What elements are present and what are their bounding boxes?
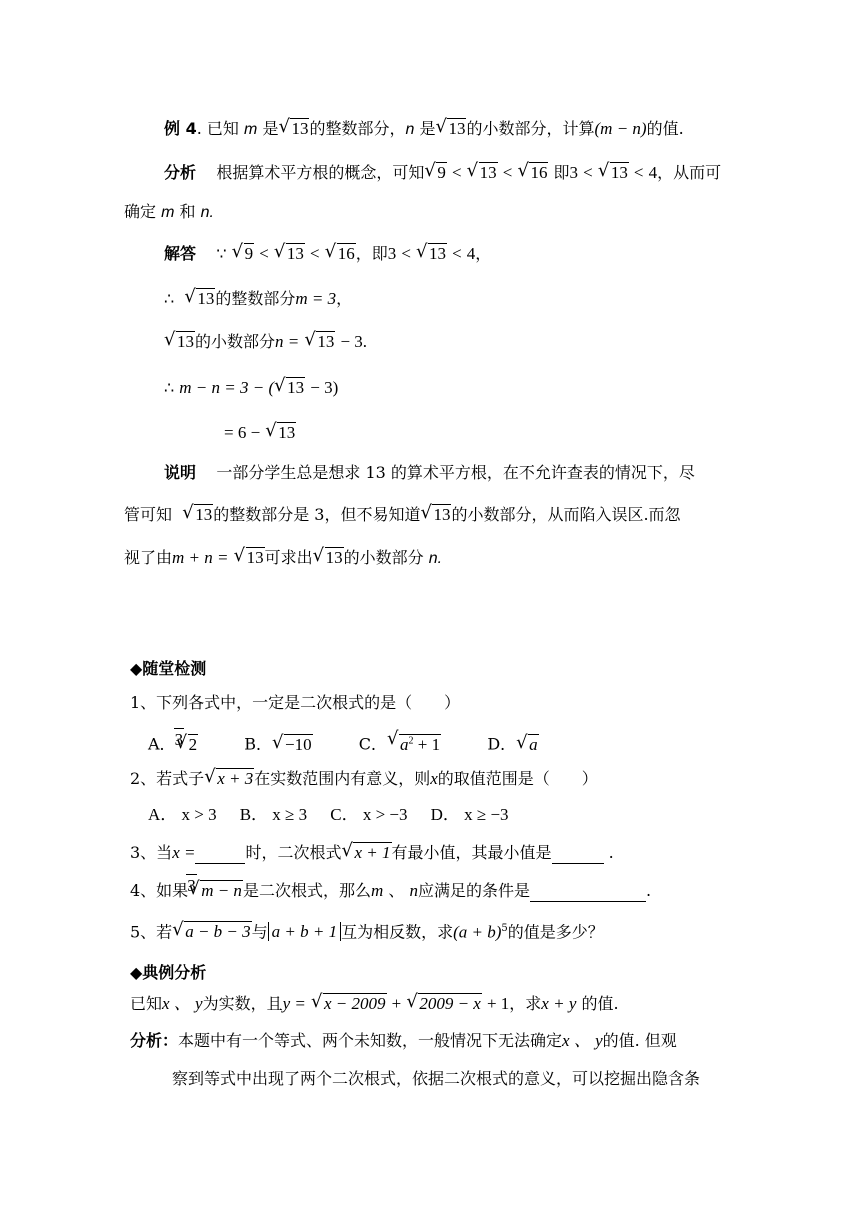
vars: x 、 y <box>562 1031 603 1050</box>
text: 为实数，且 <box>202 994 283 1013</box>
sqrt-13: √ 13 <box>280 118 309 140</box>
answer-line-1 <box>164 243 491 265</box>
text: − 3. <box>340 332 368 351</box>
text: 根据算术平方根的概念，可知 <box>216 163 425 182</box>
text: ， <box>475 244 492 263</box>
text: 3、当 <box>130 843 173 862</box>
var-n: n. <box>428 550 443 567</box>
text: 本题中有一个等式、两个未知数，一般情况下无法确定 <box>178 1031 563 1050</box>
quiz-title: ◆随堂检测 <box>130 659 207 678</box>
text: 与 <box>251 922 268 942</box>
answer-line-3 <box>164 331 367 353</box>
sqrt-13: √ 13 <box>276 243 305 265</box>
plus: + <box>391 994 402 1013</box>
note-label: 说明 <box>164 463 197 482</box>
sqrt-a-minus-b-minus-3: √ a − b − 3 <box>174 921 251 943</box>
sqrt-13: √ 13 <box>418 243 447 265</box>
dot: . <box>196 119 202 138</box>
option-b: B． x ≥ 3 <box>239 805 308 824</box>
typical-title: ◆典例分析 <box>130 963 207 982</box>
note-line-2 <box>124 504 681 526</box>
option-b-label: B． <box>244 734 273 754</box>
therefore-symbol: ∴ <box>164 378 175 397</box>
text: 的整数部分， <box>309 119 406 138</box>
exponent: 5 <box>501 923 508 934</box>
sqrt-x-plus-3: √ x + 3 <box>206 768 254 790</box>
text: 的整数部分是 3，但不易知道 <box>213 505 421 524</box>
note-line-1 <box>164 462 695 484</box>
text: 的取值范围是（ ） <box>437 769 598 788</box>
text: 确定 <box>124 202 157 221</box>
analysis-label: 分析 <box>164 163 197 182</box>
text: 的小数部分 <box>343 548 424 567</box>
answer-label: 解答 <box>164 244 197 263</box>
num: 3 <box>387 244 397 263</box>
var-n: n <box>409 881 418 900</box>
example-label: 例 4 <box>164 119 197 138</box>
var-n: n. <box>200 204 214 221</box>
text: 5、若 <box>130 922 173 942</box>
sqrt-13: √ 13 <box>600 162 629 184</box>
text: 在实数范围内有意义，则 <box>254 769 431 788</box>
text: 一部分学生总是想求 13 的算术平方根，在不允许查表的情况下，尽 <box>216 463 695 482</box>
eq: m = 3 <box>295 289 337 308</box>
sqrt-13: √ 13 <box>422 504 451 526</box>
eq: n = <box>275 332 300 351</box>
text: 的整数部分 <box>215 289 296 308</box>
text: 和 <box>179 202 196 221</box>
text: 时，二次根式 <box>245 843 342 862</box>
text: 的值. <box>581 994 619 1013</box>
text: 已知 <box>206 119 239 138</box>
typical-line-3: 察到等式中出现了两个二次根式，依据二次根式的意义，可以挖掘出隐含条 <box>172 1069 701 1088</box>
text: 即 <box>553 163 570 182</box>
typical-line-1 <box>130 993 619 1015</box>
sqrt-13: √ 13 <box>276 377 305 399</box>
text: ，即 <box>355 244 388 263</box>
eq: m + n = <box>172 548 229 567</box>
therefore-symbol: ∴ <box>164 289 175 308</box>
lt: < <box>259 244 269 263</box>
lt: < <box>401 244 411 263</box>
text: . <box>645 881 652 900</box>
text: + 1 <box>486 994 510 1013</box>
note-line-3 <box>124 547 442 570</box>
expr: (m − n) <box>594 119 647 138</box>
text: ， <box>336 289 353 308</box>
lt: < <box>502 163 513 182</box>
cube-root-m-minus-n: √ 3 m − n <box>190 880 243 902</box>
text: 是 <box>419 119 436 138</box>
answer-blank[interactable] <box>552 847 604 864</box>
text: ，从而可 <box>657 163 722 182</box>
lt: < <box>310 244 320 263</box>
sqrt-neg10: √ −10 <box>274 734 313 756</box>
lt: < <box>451 163 462 182</box>
var-n: n <box>405 121 415 138</box>
text: 视了由 <box>124 548 173 567</box>
example4-line <box>164 118 684 141</box>
sqrt-9: √ 9 <box>234 243 255 265</box>
question-4 <box>130 876 652 902</box>
text: 可求出 <box>264 548 313 567</box>
text: 4、如果 <box>130 881 189 900</box>
sqrt-13: √ 13 <box>315 547 344 569</box>
sqrt-16: √ 16 <box>519 162 548 184</box>
option-d-label: D． <box>487 734 517 754</box>
eq: y = <box>282 994 306 1013</box>
typical-line-2 <box>130 1030 677 1052</box>
lt: < <box>583 163 593 182</box>
analysis-line-1 <box>164 162 721 184</box>
expr: x + y <box>541 994 577 1013</box>
question-3 <box>130 842 614 864</box>
text: . <box>608 843 614 862</box>
sqrt-13: √ 13 <box>469 162 498 184</box>
text: 的值. 但观 <box>602 1031 677 1050</box>
question-1-options <box>148 730 539 756</box>
cube-root-2: √ 3 2 <box>178 734 199 756</box>
lt: < <box>452 244 462 263</box>
eq: m − n = 3 − ( <box>179 378 275 397</box>
sqrt-13: √ 13 <box>437 118 466 140</box>
eq: x = <box>172 843 196 862</box>
sqrt-a2-plus-1: √ $a^2 + 1$ <box>389 730 441 756</box>
sqrt-16: √ 16 <box>327 243 356 265</box>
text: 已知 <box>130 994 163 1013</box>
var-m: m <box>370 881 384 900</box>
sqrt-13: √ 13 <box>186 288 215 310</box>
text: − 3) <box>310 378 339 397</box>
abs-expr: a + b + 1 <box>268 922 341 941</box>
text: 是二次根式，那么 <box>242 881 371 900</box>
sqrt-13: √ 13 <box>236 547 265 569</box>
num: 4 <box>466 244 476 263</box>
analysis-line-2 <box>124 201 214 224</box>
text: 是 <box>262 119 279 138</box>
sqrt-13: √ 13 <box>166 331 195 353</box>
because-symbol: ∵ <box>216 244 227 263</box>
option-c: C． x > −3 <box>330 805 408 824</box>
option-d: D． x ≥ −3 <box>430 805 509 824</box>
lt: < <box>633 163 644 182</box>
answer-line-2 <box>164 288 352 310</box>
question-5 <box>130 918 604 943</box>
eq: = 6 − <box>224 423 261 442</box>
expr: (a + b) <box>453 922 502 942</box>
question-1: 1、下列各式中，一定是二次根式的是（ ） <box>130 693 461 712</box>
text: 管可知 <box>124 505 173 524</box>
option-a: A． x > 3 <box>148 805 217 824</box>
num: 3 <box>569 163 579 182</box>
var-m: m <box>244 121 258 138</box>
text: 的小数部分，从而陷入误区.而忽 <box>451 505 681 524</box>
text: 有最小值，其最小值是 <box>391 843 552 862</box>
sqrt-13: √ 13 <box>306 331 335 353</box>
var-x: x <box>430 769 438 788</box>
text: 、 <box>388 881 405 900</box>
sqrt-a: √ a <box>518 734 539 756</box>
sqrt-13: √ 13 <box>267 422 296 444</box>
analysis-label: 分析： <box>130 1031 179 1050</box>
option-a-label: A． <box>148 734 176 754</box>
sqrt-9: √ 9 <box>426 162 447 184</box>
answer-line-4 <box>164 377 338 399</box>
num: 4 <box>648 163 658 182</box>
question-2 <box>130 768 598 790</box>
text: 2、若式子 <box>130 769 205 788</box>
answer-blank[interactable] <box>195 847 245 864</box>
sqrt-x-plus-1: √ x + 1 <box>343 842 391 864</box>
text: 的值. <box>646 119 684 138</box>
text: 应满足的条件是 <box>417 881 530 900</box>
text: 互为相反数，求 <box>341 922 454 942</box>
text: 的小数部分 <box>195 332 276 351</box>
text: 的小数部分，计算 <box>466 119 595 138</box>
option-c-label: C． <box>358 734 388 754</box>
sqrt-13: √ 13 <box>184 504 213 526</box>
vars: x 、 y <box>162 994 203 1013</box>
text: ，求 <box>509 994 542 1013</box>
sqrt-2009-minus-x: √ 2009 − x <box>408 993 482 1015</box>
sqrt-x-minus-2009: √ x − 2009 <box>313 993 387 1015</box>
var-m: m <box>161 204 175 221</box>
text: 的值是多少？ <box>507 922 604 942</box>
answer-blank[interactable] <box>530 885 646 902</box>
question-2-options <box>148 804 509 826</box>
answer-line-5 <box>224 422 296 444</box>
